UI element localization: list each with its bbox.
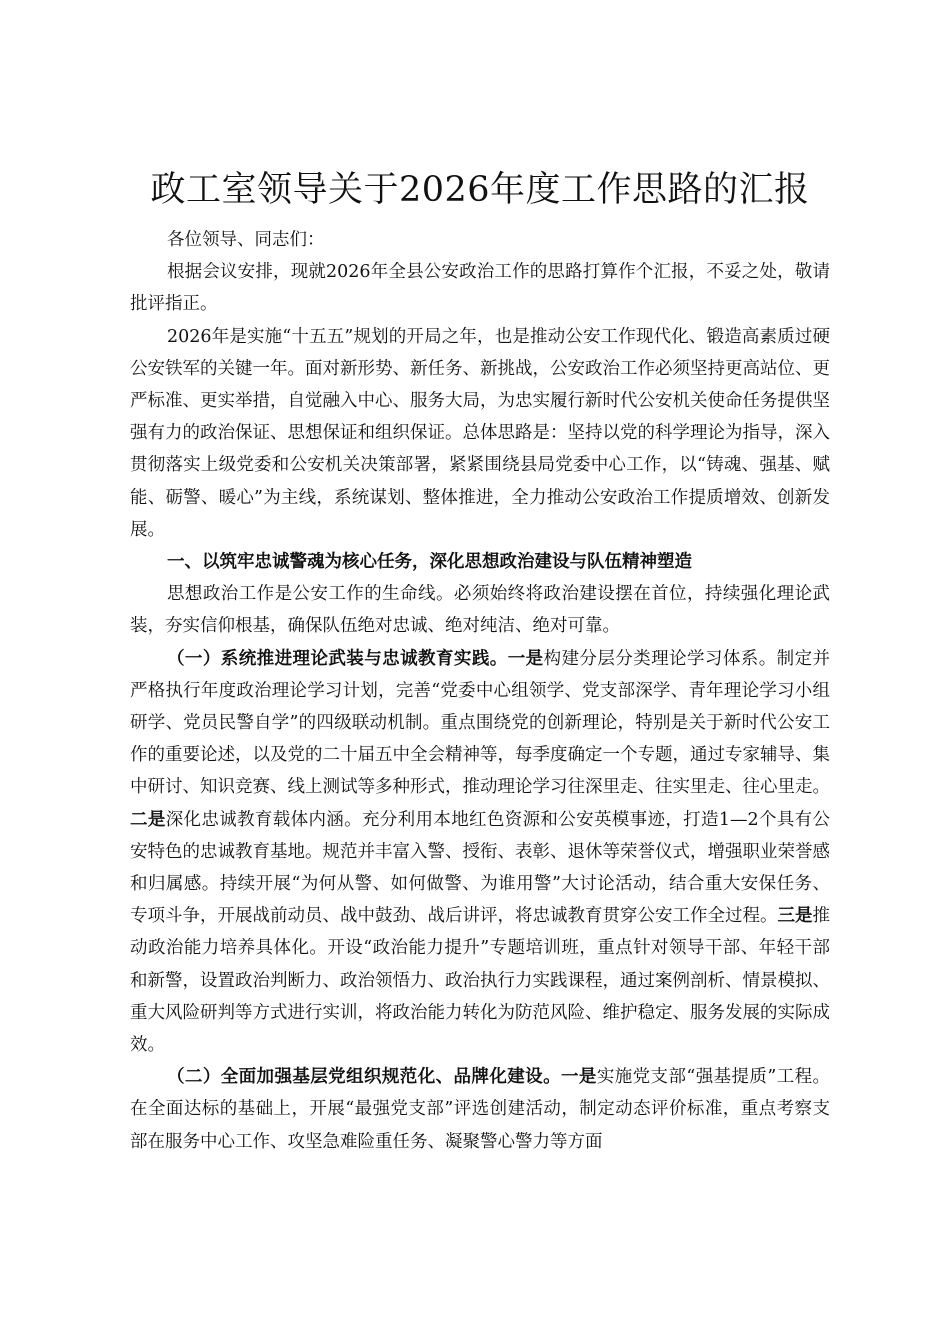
point-label-2: 二是 [130,809,166,830]
section-1-intro: 思想政治工作是公安工作的生命线。必须始终将政治建设摆在首位，持续强化理论武装，夯实信仰根基，确保队伍绝对忠诚、绝对纯洁、绝对可靠。 [130,584,830,637]
salutation: 各位领导、同志们： [167,230,325,250]
point-text-3: 推动政治能力培养具体化。开设“政治能力提升”专题培训班，重点针对领导干部、年轻干部和新警，设置政治判断力、政治领悟力、政治执行力实践课程，通过案例剖析、情景模拟、重大风险研判等方式进行实训，将政治能力转化为防范风险、维护稳定、服务发展的实际成效。 [130,906,830,1056]
document-body [130,224,830,1158]
intro-paragraph-2: 2026年是实施“十五五”规划的开局之年，也是推动公安工作现代化、锻造高素质过硬公安铁军的关键一年。面对新形势、新任务、新挑战，公安政治工作必须坚持更高站位、更严标准、更实举措，自觉融入中心、服务大局，为忠实履行新时代公安机关使命任务提供坚强有力的政治保证、思想保证和组织保证。总体思路是：坚持以党的科学理论为指导，深入贯彻落实上级党委和公安机关决策部署，紧紧围绕县局党委中心工作，以“铸魂、强基、赋能、砺警、暖心”为主线，系统谋划、整体推进，全力推动公安政治工作提质增效、创新发展。 [130,326,830,540]
point-label-3: 三是 [777,906,813,927]
point-label-1: 一是 [507,648,544,669]
section-1-heading: 一、以筑牢忠诚警魂为核心任务，深化思想政治建设与队伍精神塑造 [167,552,692,573]
point-text-4: 实施党支部“强基提质”工程。在全面达标的基础上，开展“最强党支部”评选创建活动，制定动态评价标准，重点考察支部在服务中心工作、攻坚急难险重任务、凝聚警心警力等方面 [130,1067,831,1152]
subsection-2-heading: （二）全面加强基层党组织规范化、品牌化建设。 [167,1067,561,1088]
subsection-2-paragraph [130,1061,830,1158]
intro-paragraph-1: 根据会议安排，现就2026年全县公安政治工作的思路打算作个汇报，不妥之处，敬请批评指正。 [130,262,830,315]
point-label-4: 一是 [560,1067,597,1088]
subsection-1-paragraph [130,643,830,1062]
subsection-1-heading: （一）系统推进理论武装与忠诚教育实践。 [167,648,508,669]
document-title: 政工室领导关于2026年度工作思路的汇报 [150,170,810,210]
point-text-2: 深化忠诚教育载体内涵。充分利用本地红色资源和公安英模事迹，打造1—2个具有公安特色的忠诚教育基地。规范并丰富入警、授衔、表彰、退休等荣誉仪式，增强职业荣誉感和归属感。持续开展“为何从警、如何做警、为谁用警”大讨论活动，结合重大安保任务、专项斗争，开展战前动员、战中鼓劲、战后讲评，将忠诚教育贯穿公安工作全过程。 [130,809,831,927]
point-text-1: 构建分层分类理论学习体系。制定并严格执行年度政治理论学习计划，完善“党委中心组领学、党支部深学、青年理论学习小组研学、党员民警自学”的四级联动机制。重点围绕党的创新理论，特别是关于新时代公安工作的重要论述，以及党的二十届五中全会精神等，每季度确定一个专题，通过专家辅导、集中研讨、知识竞赛、线上测试等多种形式，推动理论学习往深里走、往实里走、往心里走。 [130,648,831,798]
